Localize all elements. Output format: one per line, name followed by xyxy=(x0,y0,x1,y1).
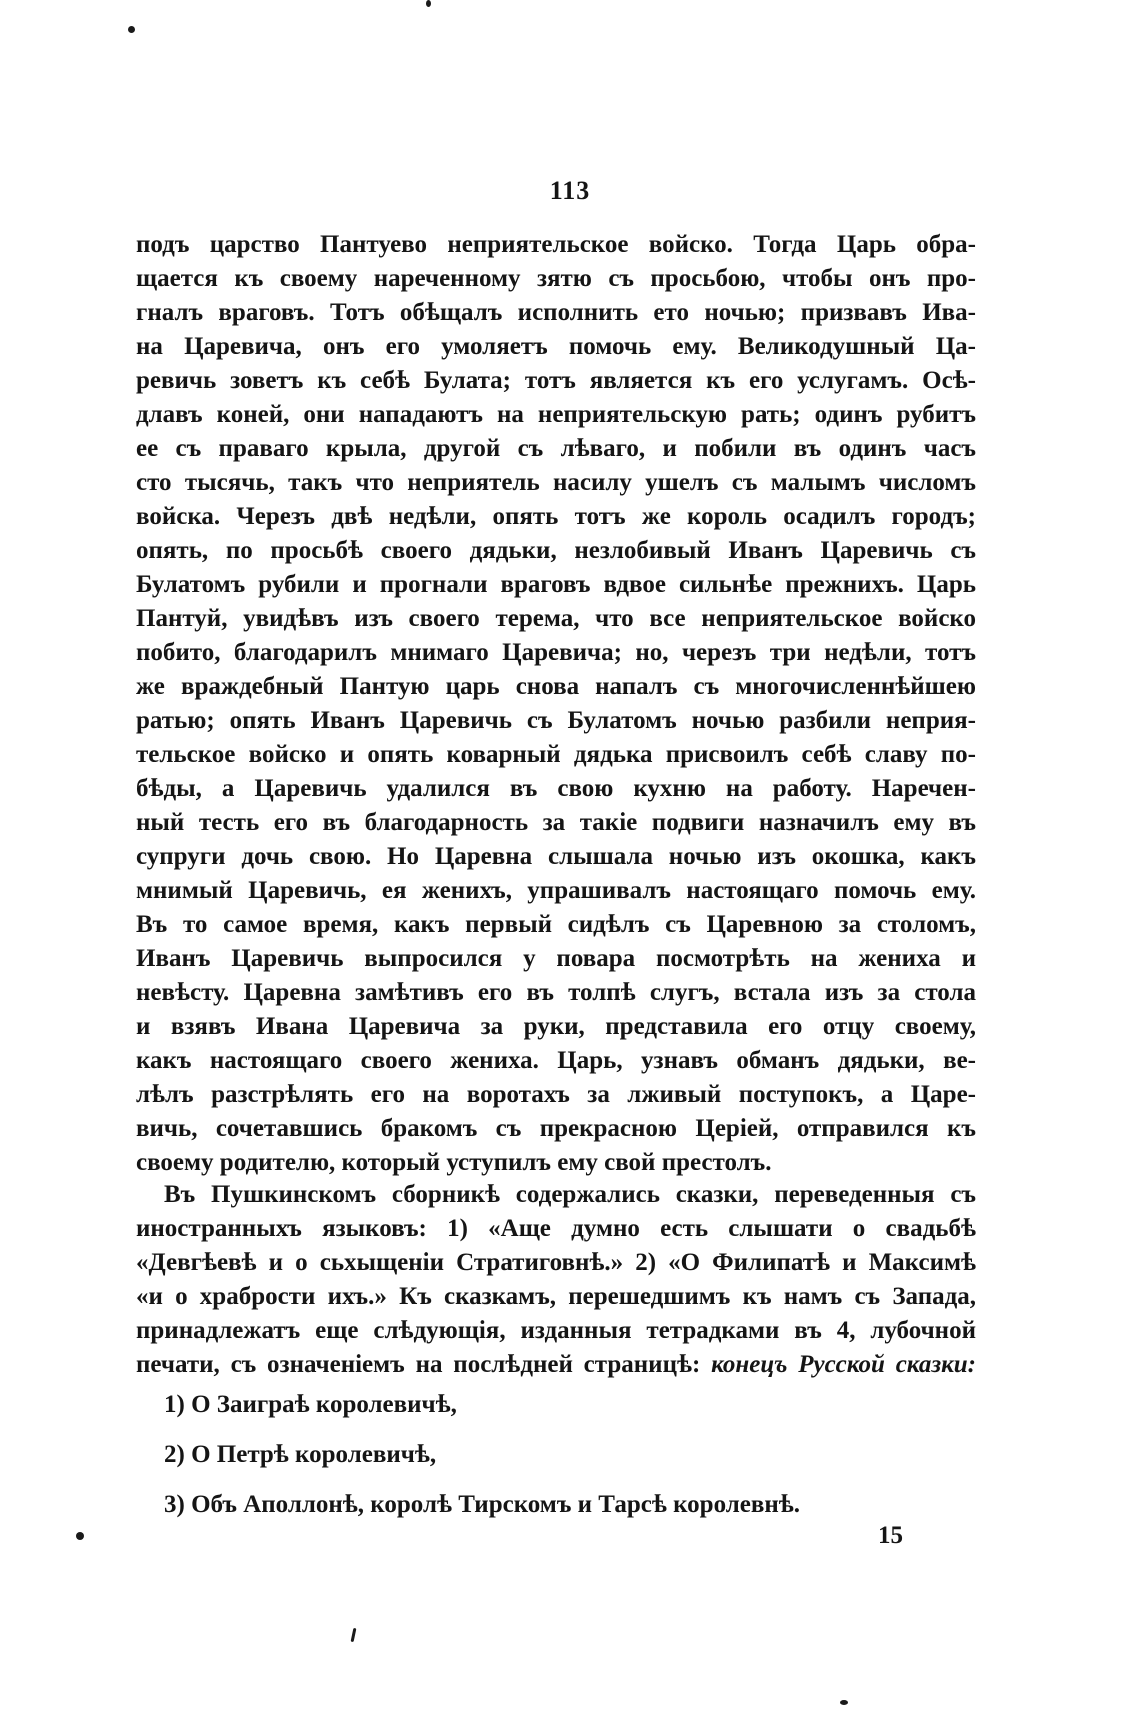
list-item: 1) О Заиграѣ королевичѣ, xyxy=(164,1391,457,1418)
page-number: 113 xyxy=(549,176,591,205)
text-line: гналъ враговъ. Тотъ обѣщалъ исполнить ето ночью; призвавъ Ива- xyxy=(136,299,976,326)
text-line: тельское войско и опять коварный дядька присвоилъ себѣ славу по- xyxy=(136,741,976,768)
text-line: на Царевича, онъ его умоляетъ помочь ему. Великодушный Ца- xyxy=(136,333,976,360)
text-line: мнимый Царевичь, ея женихъ, упрашивалъ настоящаго помочь ему. xyxy=(136,877,976,904)
text-line: какъ настоящаго своего жениха. Царь, узнавъ обманъ дядьки, ве- xyxy=(136,1047,976,1074)
text-line: лѣлъ разстрѣлять его на воротахъ за лживый поступокъ, а Царе- xyxy=(136,1081,976,1108)
text-line: принадлежатъ еще слѣдующія, изданныя тетрадками въ 4, лубочной xyxy=(136,1317,976,1344)
text-line: Въ Пушкинскомъ сборникѣ содержались сказки, переведенныя съ xyxy=(164,1181,976,1208)
text-line: ратью; опять Иванъ Царевичь съ Булатомъ ночью разбили неприя- xyxy=(136,707,976,734)
list-item: 3) Объ Аполлонѣ, королѣ Тирскомъ и Тарсѣ королевнѣ. xyxy=(164,1491,801,1518)
ink-speck xyxy=(351,1628,357,1642)
text-line: Иванъ Царевичь выпросился у повара посмотрѣть на жениха и xyxy=(136,945,976,972)
text-line-prefix: печати, съ означеніемъ на послѣдней страницѣ: xyxy=(136,1351,701,1378)
ink-speck xyxy=(840,1700,848,1705)
text-line: сто тысячь, такъ что неприятель насилу ушелъ съ малымъ числомъ xyxy=(136,469,976,496)
text-line: «Девгѣевѣ и о сьхыщеніи Стратиговнѣ.» 2) «О Филипатѣ и Максимѣ xyxy=(136,1249,976,1276)
text-line: ный тесть его въ благодарность за такіе подвиги назначилъ ему въ xyxy=(136,809,976,836)
text-line: Пантуй, увидѣвъ изъ своего терема, что все неприятельское войско xyxy=(136,605,976,632)
list-item: 2) О Петрѣ королевичѣ, xyxy=(164,1441,437,1468)
text-line: и взявъ Ивана Царевича за руки, представила его отцу своему, xyxy=(136,1013,976,1040)
text-line: побито, благодарилъ мнимаго Царевича; но, черезъ три недѣли, тотъ xyxy=(136,639,976,666)
text-line: длавъ коней, они нападаютъ на неприятельскую рать; одинъ рубитъ xyxy=(136,401,976,428)
text-line: невѣсту. Царевна замѣтивъ его въ толпѣ слугъ, встала изъ за стола xyxy=(136,979,976,1006)
ink-speck xyxy=(426,0,431,7)
italic-phrase: конецъ Русской сказки: xyxy=(711,1351,976,1378)
paragraph-1 xyxy=(136,228,976,1180)
ink-speck xyxy=(76,1532,84,1540)
text-line: вичь, сочетавшись бракомъ съ прекрасною Церіей, отправился къ xyxy=(136,1115,976,1142)
text-line: Въ то самое время, какъ первый сидѣлъ съ Царевною за столомъ, xyxy=(136,911,976,938)
text-line: опять, по просьбѣ своего дядьки, незлобивый Иванъ Царевичь съ xyxy=(136,537,976,564)
text-line: «и о храбрости ихъ.» Къ сказкамъ, перешедшимъ къ намъ съ Запада, xyxy=(136,1283,976,1310)
ink-speck xyxy=(128,26,135,33)
text-line: своему родителю, который уступилъ ему свой престолъ. xyxy=(136,1149,772,1176)
text-line: бѣды, а Царевичь удалился въ свою кухню на работу. Наречен- xyxy=(136,775,976,802)
text-line: супруги дочь свою. Но Царевна слышала ночью изъ окошка, какъ xyxy=(136,843,976,870)
tale-list xyxy=(164,1388,964,1538)
paragraph-2 xyxy=(136,1178,976,1382)
text-line: Булатомъ рубили и прогнали враговъ вдвое сильнѣе прежнихъ. Царь xyxy=(136,571,976,598)
text-line: ее съ праваго крыла, другой съ лѣваго, и побили въ одинъ часъ xyxy=(136,435,976,462)
text-line: иностранныхъ языковъ: 1) «Аще думно есть слышати о свадьбѣ xyxy=(136,1215,976,1242)
text-line xyxy=(136,1348,976,1382)
signature-mark: 15 xyxy=(878,1522,903,1549)
text-line: щается къ своему нареченному зятю съ просьбою, чтобы онъ про- xyxy=(136,265,976,292)
text-line: же враждебный Пантую царь снова напалъ съ многочисленнѣйшею xyxy=(136,673,976,700)
text-line: подъ царство Пантуево неприятельское войско. Тогда Царь обра- xyxy=(136,231,976,258)
text-line: ревичь зоветъ къ себѣ Булата; тотъ является къ его услугамъ. Осѣ- xyxy=(136,367,976,394)
text-line: войска. Черезъ двѣ недѣли, опять тотъ же король осадилъ городъ; xyxy=(136,503,976,530)
